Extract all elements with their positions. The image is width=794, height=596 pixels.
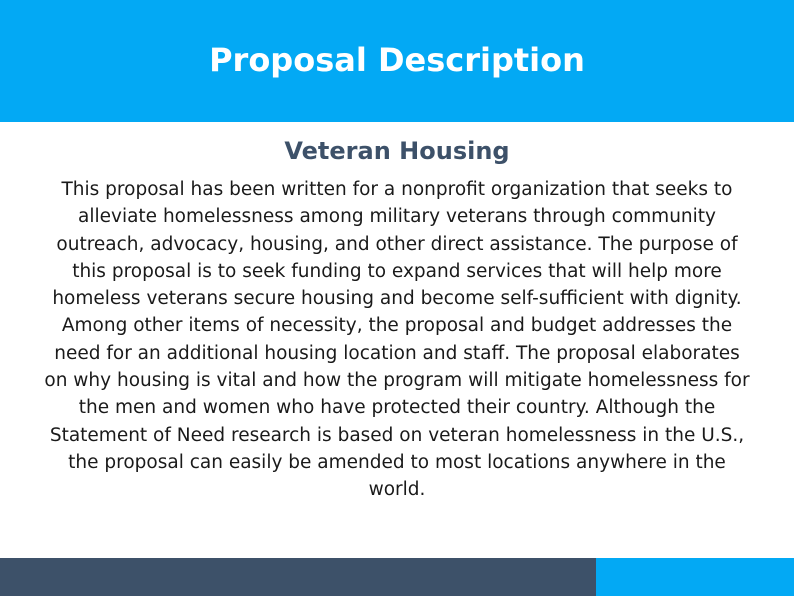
description-paragraph: This proposal has been written for a nonprofit organization that seeks to alleviate homelessness among military veterans through community outreach, advocacy, housing, and other direct assistance. The purpose of this proposal is to seek funding to expand services that will help more homeless veterans secure housing and become self-sufficient with dignity. Among other items of necessity, the proposal and budget addresses the need for an additional housing location and staff. The proposal elaborates on why housing is vital and how the program will mitigate homelessness for the men and women who have protected their country. Although the Statement of Need research is based on veteran homelessness in the U.S., the proposal can easily be amended to most locations anywhere in the world. xyxy=(44,179,750,501)
footer-bar-dark xyxy=(0,558,596,596)
section-subtitle: Veteran Housing xyxy=(284,137,510,165)
footer-bar-accent xyxy=(596,558,794,596)
content-section xyxy=(40,134,754,504)
page-title: Proposal Description xyxy=(209,41,585,79)
